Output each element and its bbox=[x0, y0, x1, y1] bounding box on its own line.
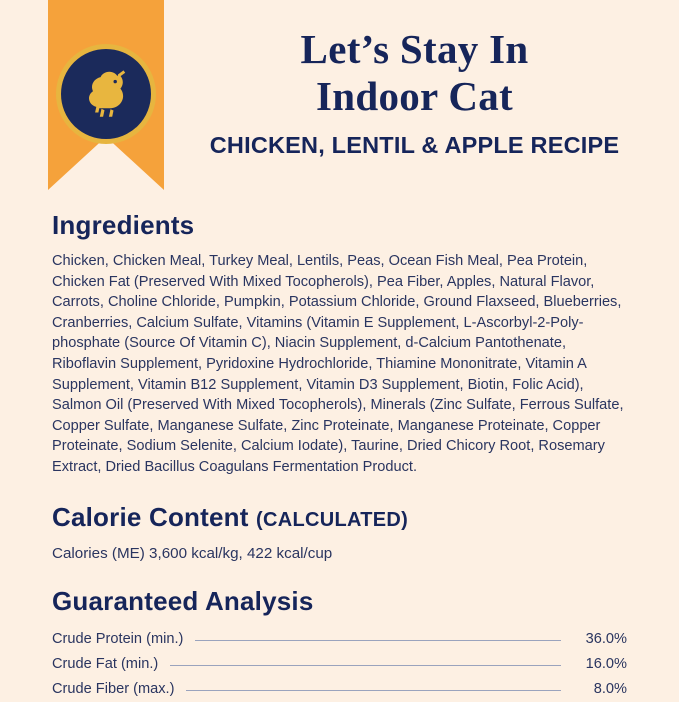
guaranteed-analysis-list bbox=[52, 627, 627, 702]
ingredients-heading: Ingredients bbox=[52, 210, 195, 240]
ingredients-section bbox=[52, 210, 627, 478]
guaranteed-analysis-value: 16.0% bbox=[585, 656, 627, 673]
calorie-content-heading-sub: (CALCULATED) bbox=[256, 508, 409, 531]
table-row bbox=[52, 627, 627, 652]
leader-line bbox=[186, 689, 561, 691]
calorie-content-heading-main: Calorie Content bbox=[52, 501, 249, 532]
product-title-line-1: Let’s Stay In bbox=[300, 26, 529, 72]
brand-medallion bbox=[56, 44, 156, 144]
header bbox=[0, 0, 679, 196]
guaranteed-analysis-heading: Guaranteed Analysis bbox=[52, 585, 314, 616]
leader-line bbox=[195, 639, 561, 641]
title-block bbox=[170, 26, 659, 159]
ingredients-text: Chicken, Chicken Meal, Turkey Meal, Lentils, Peas, Ocean Fish Meal, Pea Protein, Chicken Fat (Preserved With Mixed Tocopherols), Pea Fiber, Apples, Natural Flavor, Carrots, Choline Chloride, Pumpkin, Potassium Chloride, Ground Flaxseed, Blueberries, Cranberries, Calcium Sulfate, Vitamins (Vitamin E Supplement, L-Ascorbyl-2-Poly-phosphate (Source Of Vitamin C), Niacin Supplement, d-Calcium Pantothenate, Riboflavin Supplement, Pyridoxine Hydrochloride, Thiamine Mononitrate, Vitamin A Supplement, Vitamin B12 Supplement, Vitamin D3 Supplement, Biotin, Folic Acid), Salmon Oil (Preserved With Mixed Tocopherols), Minerals (Zinc Sulfate, Ferrous Sulfate, Copper Sulfate, Manganese Sulfate, Zinc Proteinate, Manganese Proteinate, Copper Proteinate, Sodium Selenite, Calcium Iodate), Taurine, Dried Chicory Root, Rosemary Extract, Dried Bacillus Coagulans Fermentation Product. bbox=[52, 253, 624, 475]
content bbox=[0, 210, 679, 702]
guaranteed-analysis-value: 36.0% bbox=[585, 631, 627, 648]
product-subtitle: CHICKEN, LENTIL & APPLE RECIPE bbox=[209, 132, 620, 158]
guaranteed-analysis-label: Crude Fiber (max.) bbox=[52, 681, 175, 698]
guaranteed-analysis-label: Crude Fat (min.) bbox=[52, 656, 159, 673]
chicken-icon bbox=[77, 66, 135, 122]
table-row bbox=[52, 652, 627, 677]
guaranteed-analysis-label: Crude Protein (min.) bbox=[52, 631, 184, 648]
guaranteed-analysis-value: 8.0% bbox=[593, 681, 627, 698]
leader-line bbox=[170, 664, 561, 666]
guaranteed-analysis-section bbox=[52, 586, 627, 702]
calorie-content-text: Calories (ME) 3,600 kcal/kg, 422 kcal/cup bbox=[52, 544, 333, 562]
table-row bbox=[52, 677, 627, 702]
calorie-content-section bbox=[52, 502, 627, 564]
calorie-content-heading bbox=[52, 502, 627, 533]
product-title-line-2: Indoor Cat bbox=[315, 73, 514, 119]
